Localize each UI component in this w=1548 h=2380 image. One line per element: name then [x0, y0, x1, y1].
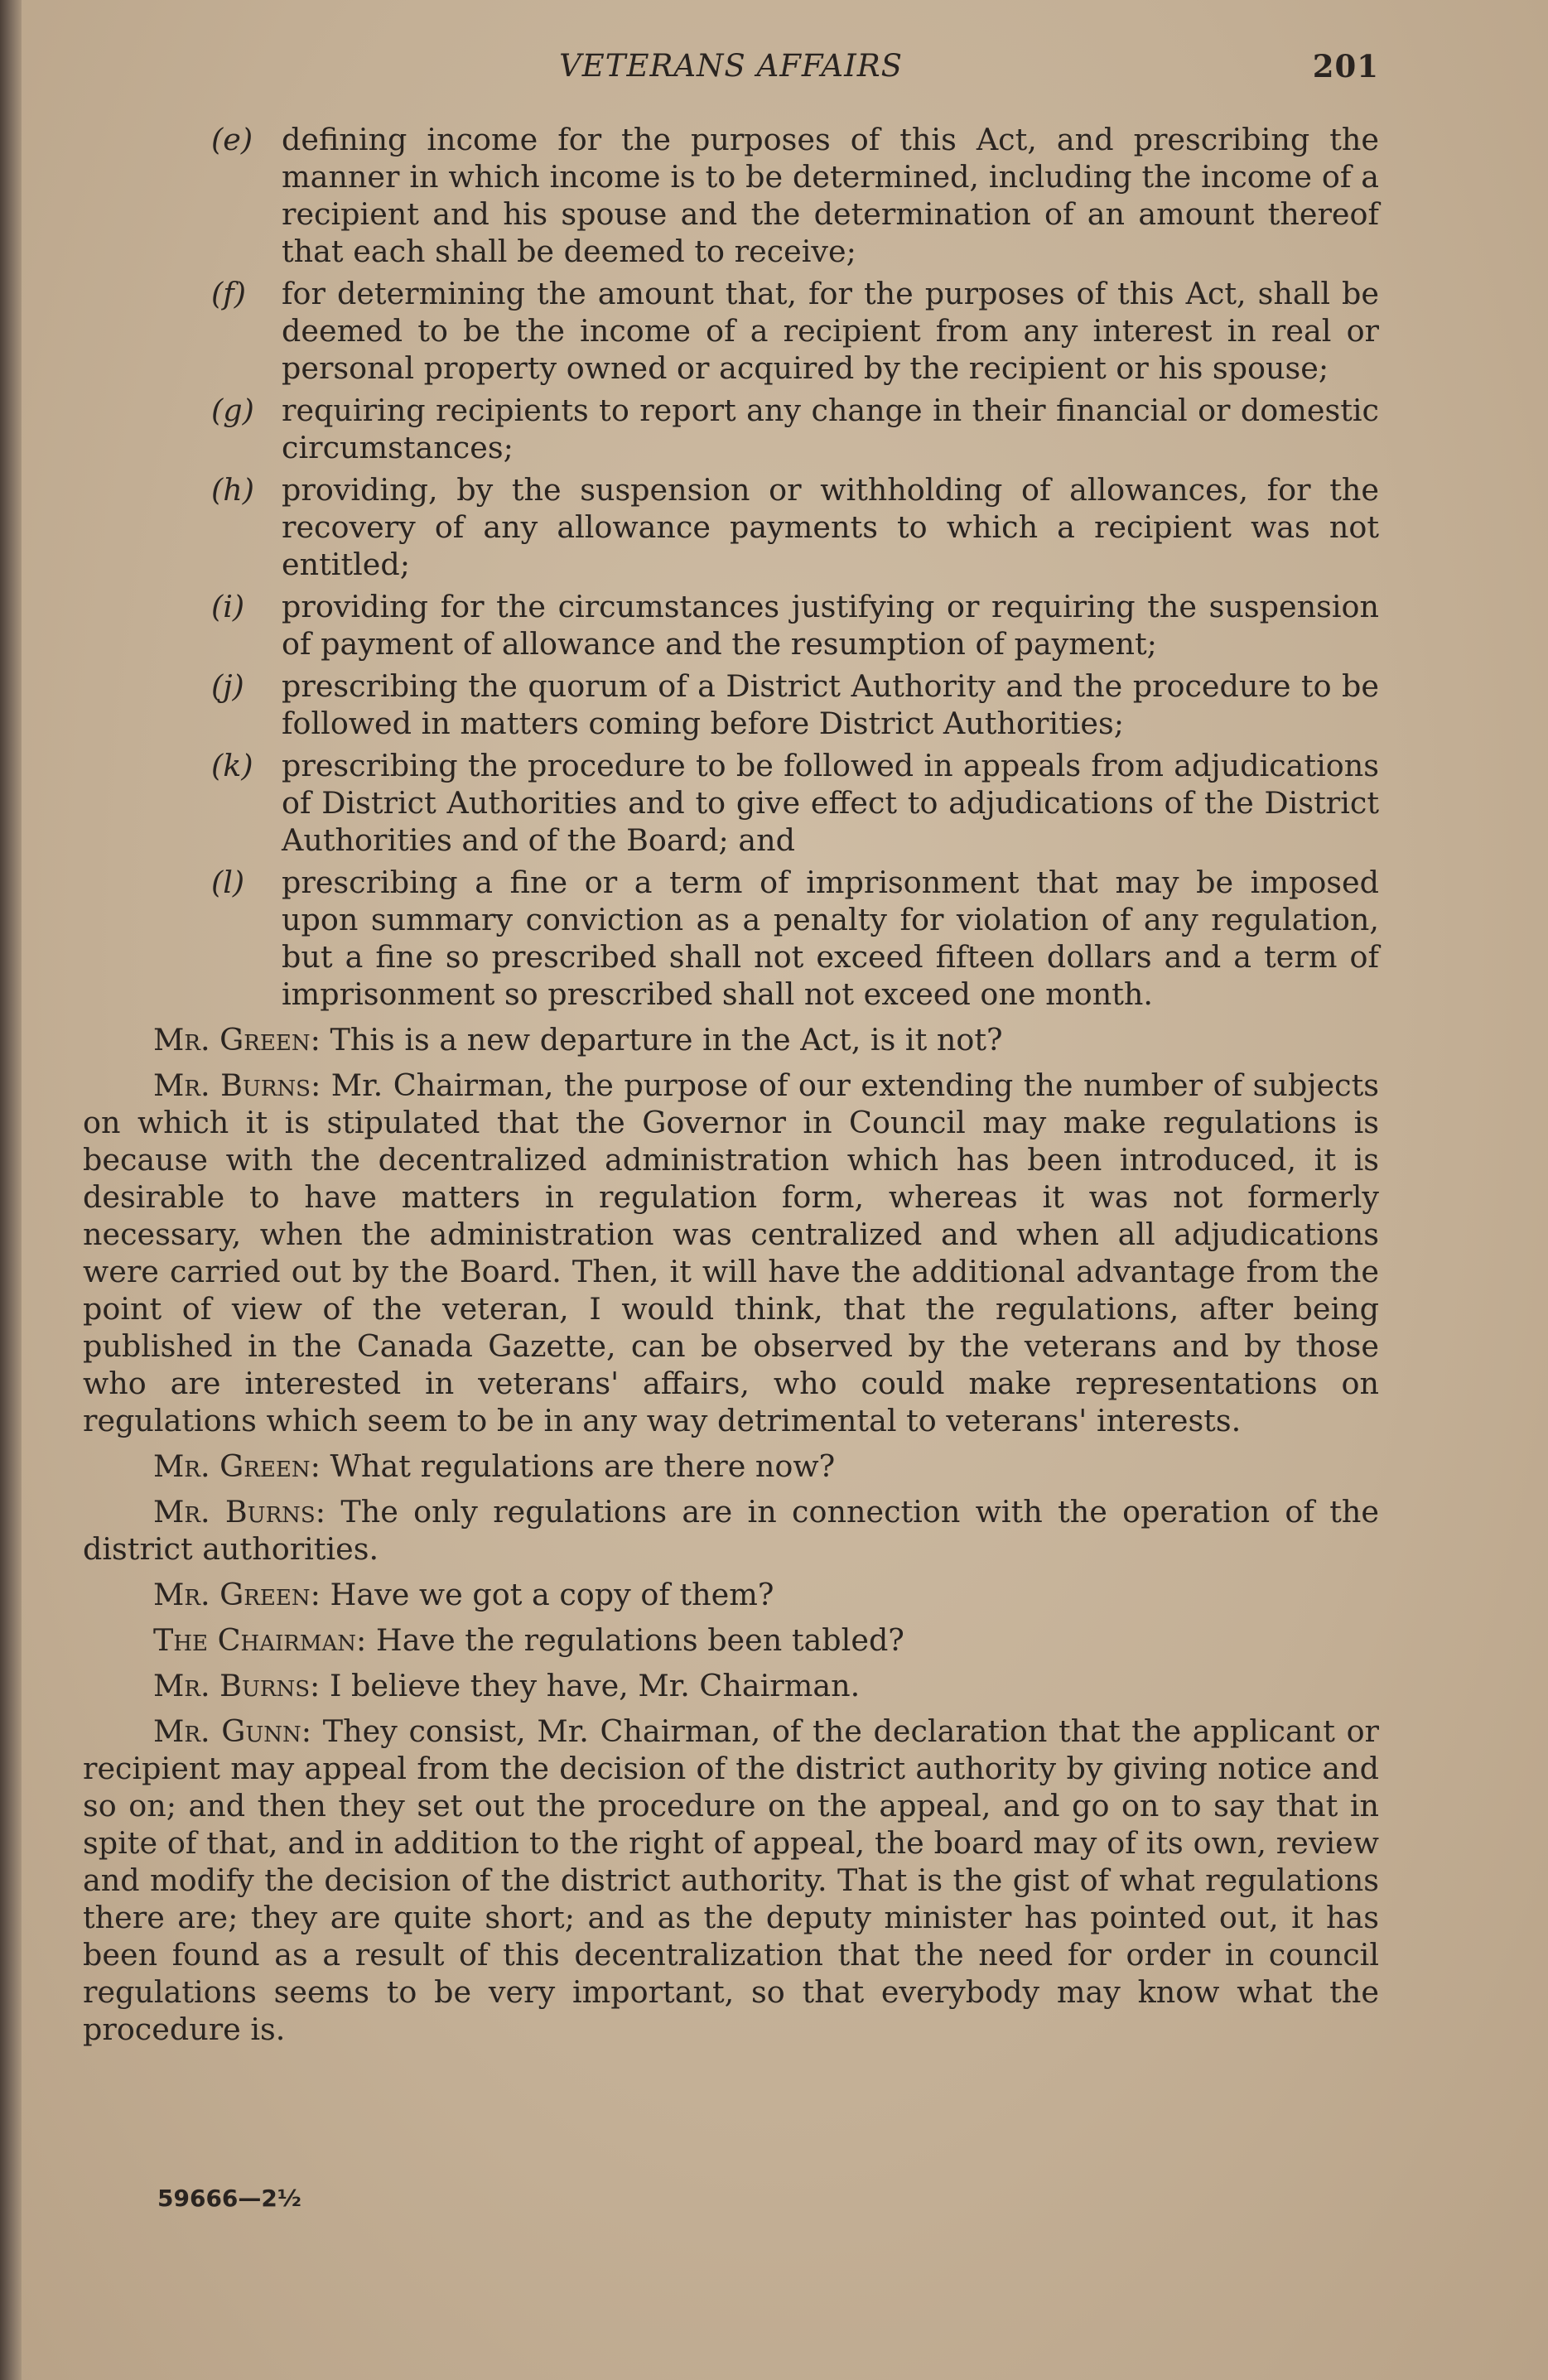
- item-label: (j): [211, 668, 244, 704]
- list-item: [83, 275, 1379, 387]
- list-item: [83, 588, 1379, 662]
- speech-text: The only regulations are in connection with the operation of the district authorities.: [83, 1494, 1379, 1567]
- speech-paragraph: [83, 1448, 1379, 1485]
- list-item: [83, 864, 1379, 1013]
- list-item: [83, 471, 1379, 583]
- item-label: (i): [211, 589, 245, 624]
- item-text: providing for the circumstances justifying or requiring the suspension of payment of allowance and the resumption of payment;: [282, 589, 1379, 662]
- item-label: (f): [211, 276, 246, 311]
- running-title: VETERANS AFFAIRS: [559, 48, 903, 84]
- speaker-name: Mr. Green:: [153, 1448, 321, 1484]
- item-text: providing, by the suspension or withholding of allowances, for the recovery of any allowance payments to which a recipient was not entitled;: [282, 472, 1379, 582]
- page-number: 201: [1312, 48, 1379, 84]
- page-header: [83, 48, 1379, 89]
- list-item: [83, 667, 1379, 742]
- speech-text: I believe they have, Mr. Chairman.: [329, 1668, 861, 1703]
- item-label: (l): [211, 865, 245, 900]
- speech-text: Mr. Chairman, the purpose of our extending the number of subjects on which it is stipulated that the Governor in Council may make regulations is because with the decentralized administration which has been introduced, it is desirable to have matters in regulation form, whereas it was not formerly necessary, when the administration was centralized and when all adjudications were carried out by the Board. Then, it will have the additional advantage from the point of view of the veteran, I would think, that the regulations, after being published in the Canada Gazette, can be observed by the veterans and by those who are interested in veterans' affairs, who could make representations on regulations which seem to be in any way detrimental to veterans' interests.: [83, 1067, 1379, 1438]
- speech-text: This is a new departure in the Act, is it not?: [330, 1022, 1003, 1058]
- item-label: (k): [211, 748, 253, 783]
- speaker-name: Mr. Burns:: [153, 1494, 326, 1530]
- item-text: prescribing the quorum of a District Authority and the procedure to be followed in matters coming before District Authorities;: [282, 668, 1379, 741]
- item-label: (e): [211, 122, 253, 157]
- speech-paragraph: [83, 1713, 1379, 2048]
- speaker-name: Mr. Green:: [153, 1022, 321, 1058]
- speech-text: What regulations are there now?: [330, 1448, 836, 1484]
- book-binding-edge: [0, 0, 22, 2380]
- item-text: prescribing the procedure to be followed in appeals from adjudications of District Authorities and to give effect to adjudications of the District Authorities and of the Board; and: [282, 748, 1379, 858]
- speech-paragraph: [83, 1021, 1379, 1058]
- speech-paragraph: [83, 1493, 1379, 1568]
- list-item: [83, 747, 1379, 859]
- speech-paragraph: [83, 1067, 1379, 1439]
- item-label: (g): [211, 393, 254, 428]
- item-label: (h): [211, 472, 254, 508]
- item-text: requiring recipients to report any change in their financial or domestic circumstances;: [282, 393, 1379, 465]
- speaker-name: Mr. Gunn:: [153, 1713, 312, 1749]
- speaker-name: Mr. Burns:: [153, 1067, 321, 1103]
- list-item: [83, 392, 1379, 466]
- item-text: prescribing a fine or a term of imprisonment that may be imposed upon summary conviction as a penalty for violation of any regulation, but a fine so prescribed shall not exceed fifteen dollars and a term of imprisonment so prescribed shall not exceed one month.: [282, 865, 1379, 1012]
- page-body: [83, 121, 1379, 2048]
- speech-paragraph: [83, 1576, 1379, 1613]
- signature-code: 59666—2½: [157, 2185, 301, 2212]
- item-text: defining income for the purposes of this Act, and prescribing the manner in which income is to be determined, including the income of a recipient and his spouse and the determination of an amount thereof that each shall be deemed to receive;: [282, 122, 1379, 269]
- speech-text: Have we got a copy of them?: [330, 1577, 774, 1612]
- list-item: [83, 121, 1379, 270]
- speech-paragraph: [83, 1667, 1379, 1704]
- item-text: for determining the amount that, for the purposes of this Act, shall be deemed to be the income of a recipient from any interest in real or personal property owned or acquired by the recipient or his spouse;: [282, 276, 1379, 386]
- speaker-name: Mr. Burns:: [153, 1668, 321, 1703]
- speech-text: Have the regulations been tabled?: [375, 1622, 904, 1658]
- speaker-name: The Chairman:: [153, 1622, 367, 1658]
- speaker-name: Mr. Green:: [153, 1577, 321, 1612]
- speech-paragraph: [83, 1621, 1379, 1659]
- speech-text: They consist, Mr. Chairman, of the declaration that the applicant or recipient may appeal from the decision of the district authority by giving notice and so on; and then they set out the procedure on the appeal, and go on to say that in spite of that, and in addition to the right of appeal, the board may of its own, review and modify the decision of the district authority. That is the gist of what regulations there are; they are quite short; and as the deputy minister has pointed out, it has been found as a result of this decentralization that the need for order in council regulations seems to be very important, so that everybody may know what the procedure is.: [83, 1713, 1379, 2047]
